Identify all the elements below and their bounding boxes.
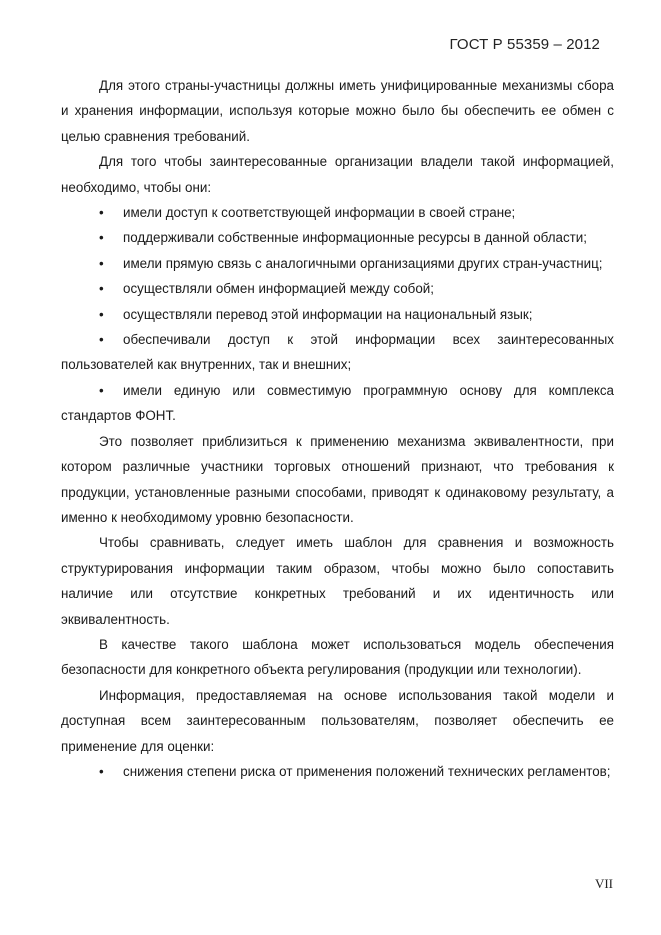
bullet-icon: • [99,332,104,348]
bullet-icon: • [99,230,104,246]
list-item-text: имели доступ к соответствующей информации в своей стране; [123,205,516,221]
list-item-text: имели прямую связь с аналогичными организациями других стран-участниц; [123,255,603,271]
document-header: ГОСТ Р 55359 – 2012 [449,36,600,53]
bullet-icon: • [99,382,104,398]
bullet-icon: • [99,306,104,322]
document-body [61,73,614,784]
list-item-text: имели единую или совместимую программную основу для комплекса стандартов ФОНТ. [61,382,614,424]
list-item-text: поддерживали собственные информационные ресурсы в данной области; [123,230,587,246]
paragraph-3: Это позволяет приблизиться к применению механизма эквивалентности, при котором различные участники торговых отношений признают, что требования к продукции, установленные разными способами, приводят к одинаковому результату, а именно к необходимому уровню безопасности. [61,433,614,525]
list-item [61,378,614,429]
bullet-icon: • [99,205,104,221]
bullet-icon: • [99,255,104,271]
page-number: VII [594,876,613,891]
list-item-text: осуществляли перевод этой информации на национальный язык; [123,306,533,322]
list-item [61,200,614,225]
bullet-icon: • [99,763,104,779]
list-item [61,276,614,301]
bullet-icon: • [99,281,104,297]
list-item-text: снижения степени риска от применения положений технических регламентов; [123,763,611,779]
list-item [61,327,614,378]
paragraph-4: Чтобы сравнивать, следует иметь шаблон для сравнения и возможность структурирования информации таким образом, чтобы можно было сопоставить наличие или отсутствие конкретных требований и их идентичность или эквивалентность. [61,535,614,627]
paragraph-5: В качестве такого шаблона может использоваться модель обеспечения безопасности для конкретного объекта регулирования (продукции или технологии). [61,636,614,678]
list-item [61,759,614,784]
list-item [61,302,614,327]
paragraph-1: Для этого страны-участницы должны иметь унифицированные механизмы сбора и хранения информации, используя которые можно было бы обеспечить ее обмен с целью сравнения требований. [61,78,614,144]
list-item [61,251,614,276]
list-item-text: осуществляли обмен информацией между собой; [123,281,434,297]
list-item [61,225,614,250]
list-item-text: обеспечивали доступ к этой информации всех заинтересованных пользователей как внутренних, так и внешних; [61,332,614,373]
paragraph-2: Для того чтобы заинтересованные организации владели такой информацией, необходимо, чтобы они: [61,154,614,195]
paragraph-6: Информация, предоставляемая на основе использования такой модели и доступная всем заинтересованным пользователям, позволяет обеспечить ее применение для оценки: [61,687,614,754]
